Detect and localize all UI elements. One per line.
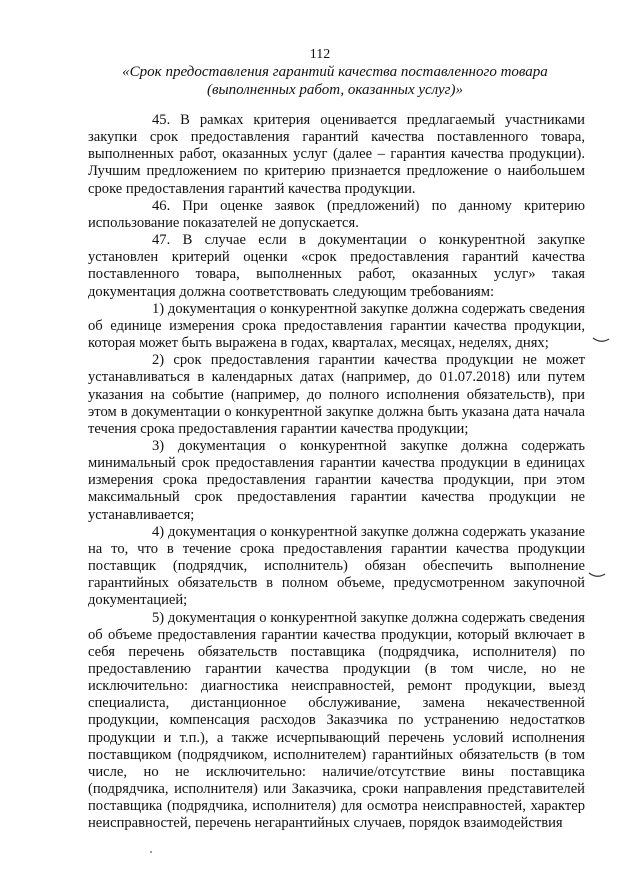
paragraph-text: В случае если в документации о конкурентной закупке установлен критерий оценки «срок предоставления гарантий качества поставленного товара, выполненных работ, оказанных услуг» такая документация должна соответствовать следующим требованиям: (88, 232, 585, 300)
list-item-4 (88, 524, 585, 610)
paragraph-text: При оценке заявок (предложений) по данному критерию использование показателей не допускается. (88, 197, 586, 231)
paragraph-46 (88, 198, 585, 232)
list-item-5 (88, 610, 585, 833)
list-item-text: документация о конкурентной закупке должна содержать указание на то, что в течение срока предоставления гарантии качества продукции поставщик (подрядчик, исполнитель) обязан обеспечить выполнение гарантийных обязательств в полном объеме, предусмотренном закупочной документацией; (88, 523, 586, 609)
document-body (88, 112, 585, 833)
section-heading-line-2: (выполненных работ, оказанных услуг)» (206, 82, 464, 98)
paragraph-number: 47. (152, 232, 171, 249)
list-item-number: 3) (152, 437, 165, 454)
page-number: 112 (309, 47, 331, 62)
list-item-number: 5) (152, 609, 165, 626)
paragraph-47 (88, 232, 585, 301)
list-item-2 (88, 352, 585, 438)
list-item-number: 1) (152, 300, 165, 317)
list-item-3 (88, 438, 585, 524)
margin-pen-mark (588, 571, 606, 579)
list-item-text: документация о конкурентной закупке должна содержать сведения об объеме предоставления гарантии качества продукции, который включает в себя перечень обязательств поставщика (подрядчика, исполнителя) по предоставлению гарантии качества продукции (в том числе, но не исключительно: диагностика неисправностей, ремонт продукции, выезд специалиста, дистанционное обслуживание, замена некачественной продукции, компенсация расходов Заказчика по устранению недостатков продукции и т.п.), а также исчерпывающий перечень условий исполнения поставщиком (подрядчиком, исполнителем) гарантийных обязательств (в том числе, но не исключительно: наличие/отсутствие вины поставщика (подрядчика, исполнителя) или Заказчика, сроки направления представителей поставщика (подрядчика, исполнителя) для осмотра неисправностей, характер неисправностей, перечень негарантийных случаев, порядок взаимодействия (88, 609, 585, 832)
margin-pen-mark (592, 336, 610, 344)
list-item-text: срок предоставления гарантии качества продукции не может устанавливаться в календарных датах (например, до 01.07.2018) или путем указания на событие (например, до полного исполнения обязательств), при этом в документации о конкурентной закупке должна быть указана дата начала течения срока предоставления гарантии качества продукции; (88, 352, 586, 437)
paragraph-text: В рамках критерия оценивается предлагаемый участниками закупки срок предоставления гарантий качества поставленного товара, выполненных работ, оказанных услуг (далее – гарантия качества продукции). Лучшим предложением по критерию признается предложение о наибольшем сроке предоставления гарантий качества продукции. (88, 112, 585, 197)
paragraph-number: 46. (152, 197, 171, 214)
section-heading-line-1: «Срок предоставления гарантий качества поставленного товара (122, 64, 548, 80)
list-item-number: 2) (152, 352, 165, 369)
list-item-text: документация о конкурентной закупке должна содержать сведения об единице измерения срока предоставления гарантии качества продукции, которая может быть выражена в годах, кварталах, месяцах, неделях, днях; (88, 300, 585, 352)
paragraph-45 (88, 112, 585, 198)
list-item-1 (88, 301, 585, 352)
section-heading (90, 63, 580, 99)
scan-speck (150, 851, 152, 853)
list-item-number: 4) (152, 523, 165, 540)
paragraph-number: 45. (152, 112, 171, 128)
list-item-text: документация о конкурентной закупке должна содержать минимальный срок предоставления гарантии качества продукции в единицах измерения срока предоставления гарантии качества продукции, при этом максимальный срок предоставления гарантии качества продукции не устанавливается; (88, 437, 585, 523)
